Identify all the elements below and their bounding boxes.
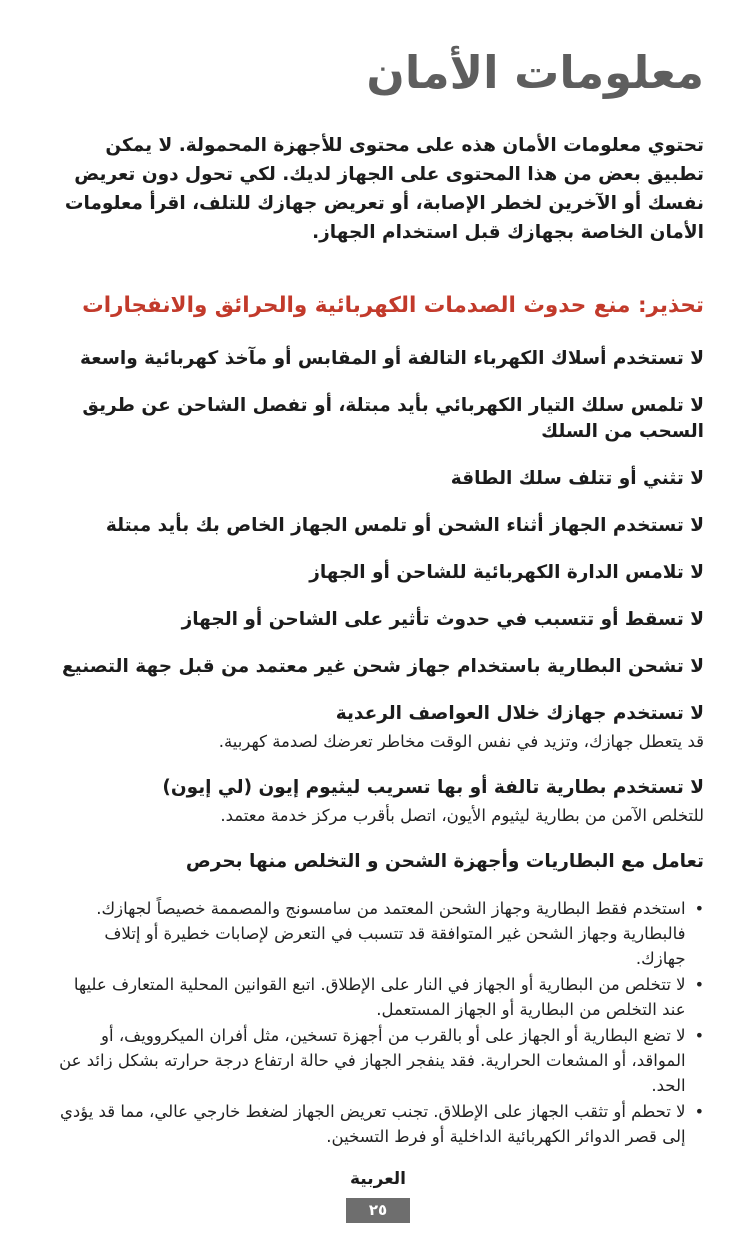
footer-language-label: العربية — [349, 1169, 406, 1189]
safety-section — [58, 513, 704, 539]
safety-section — [58, 654, 704, 680]
bullet-dot-icon: • — [694, 1102, 704, 1122]
safety-bullet-list — [58, 896, 704, 1149]
bullet-dot-icon: • — [694, 1026, 704, 1046]
list-item — [58, 1023, 704, 1098]
section-heading: لا تستخدم بطارية تالفة أو بها تسريب ليثيوم إيون (لي إيون) — [162, 777, 704, 799]
safety-section — [58, 346, 704, 372]
section-heading: لا تستخدم أسلاك الكهرباء التالفة أو المقابس أو مآخذ كهربائية واسعة — [80, 348, 704, 370]
bullet-dot-icon: • — [694, 899, 704, 919]
section-heading: تعامل مع البطاريات وأجهزة الشحن و التخلص منها بحرص — [185, 851, 704, 873]
section-heading: لا تستخدم الجهاز أثناء الشحن أو تلمس الجهاز الخاص بك بأيد مبتلة — [105, 515, 704, 537]
safety-section — [58, 701, 704, 754]
safety-section — [58, 393, 704, 445]
section-heading: لا تشحن البطارية باستخدام جهاز شحن غير معتمد من قبل جهة التصنيع — [62, 656, 704, 678]
section-heading: لا تسقط أو تتسبب في حدوث تأثير على الشاحن أو الجهاز — [181, 609, 704, 631]
warning-heading: تحذير: منع حدوث الصدمات الكهربائية والحرائق والانفجارات — [82, 293, 704, 319]
bullet-text: لا تضع البطارية أو الجهاز على أو بالقرب من أجهزة تسخين، مثل أفران الميكروويف، أو المواقد، أو المشعات الحرارية. فقد ينفجر الجهاز في حالة ارتفاع درجة حرارته بشكل زائد عن الحد. — [59, 1026, 686, 1096]
bullet-text: لا تحطم أو تثقب الجهاز على الإطلاق. تجنب تعريض الجهاز لضغط خارجي عالي، مما قد يؤدي إلى قصر الدوائر الكهربائية الداخلية أو فرط التسخين. — [59, 1102, 686, 1147]
section-heading: لا تستخدم جهازك خلال العواصف الرعدية — [335, 703, 704, 725]
section-heading: لا تلمس سلك التيار الكهربائي بأيد مبتلة، أو تفصل الشاحن عن طريق السحب من السلك — [82, 395, 704, 443]
section-heading: لا تثني أو تتلف سلك الطاقة — [450, 468, 704, 490]
bullet-dot-icon: • — [694, 975, 704, 995]
page-number-badge: ٢٥ — [346, 1198, 410, 1223]
list-item — [58, 896, 704, 971]
list-item — [58, 972, 704, 1022]
bullet-text: لا تتخلص من البطارية أو الجهاز في النار على الإطلاق. اتبع القوانين المحلية المتعارف عليها عند التخلص من البطارية أو الجهاز المستعمل. — [73, 975, 686, 1020]
intro-paragraph: تحتوي معلومات الأمان هذه على محتوى للأجهزة المحمولة. لا يمكن تطبيق بعض من هذا المحتوى على الجهاز لديك. لكي تحول دون تعريض نفسك أو الآخرين لخطر الإصابة، أو تعريض جهازك للتلف، اقرأ معلومات الأمان الخاصة بجهازك قبل استخدام الجهاز. — [64, 135, 704, 244]
list-item — [58, 1099, 704, 1149]
safety-section — [58, 607, 704, 633]
safety-section — [58, 775, 704, 828]
page-footer — [0, 1169, 756, 1223]
section-heading: لا تلامس الدارة الكهربائية للشاحن أو الجهاز — [309, 562, 704, 584]
section-body: للتخلص الآمن من بطارية ليثيوم الأيون، اتصل بأقرب مركز خدمة معتمد. — [220, 806, 704, 826]
section-body: قد يتعطل جهازك، وتزيد في نفس الوقت مخاطر تعرضك لصدمة كهربية. — [218, 732, 704, 752]
safety-section — [58, 466, 704, 492]
bullet-text: استخدم فقط البطارية وجهاز الشحن المعتمد من سامسونج والمصممة خصيصاً لجهازك. فالبطارية وجهاز الشحن غير المتوافقة قد تتسبب في التعرض لإصابات خطيرة أو إتلاف جهازك. — [96, 899, 686, 969]
page-title: معلومات الأمان — [366, 46, 704, 99]
safety-section — [58, 560, 704, 586]
safety-section — [58, 849, 704, 875]
